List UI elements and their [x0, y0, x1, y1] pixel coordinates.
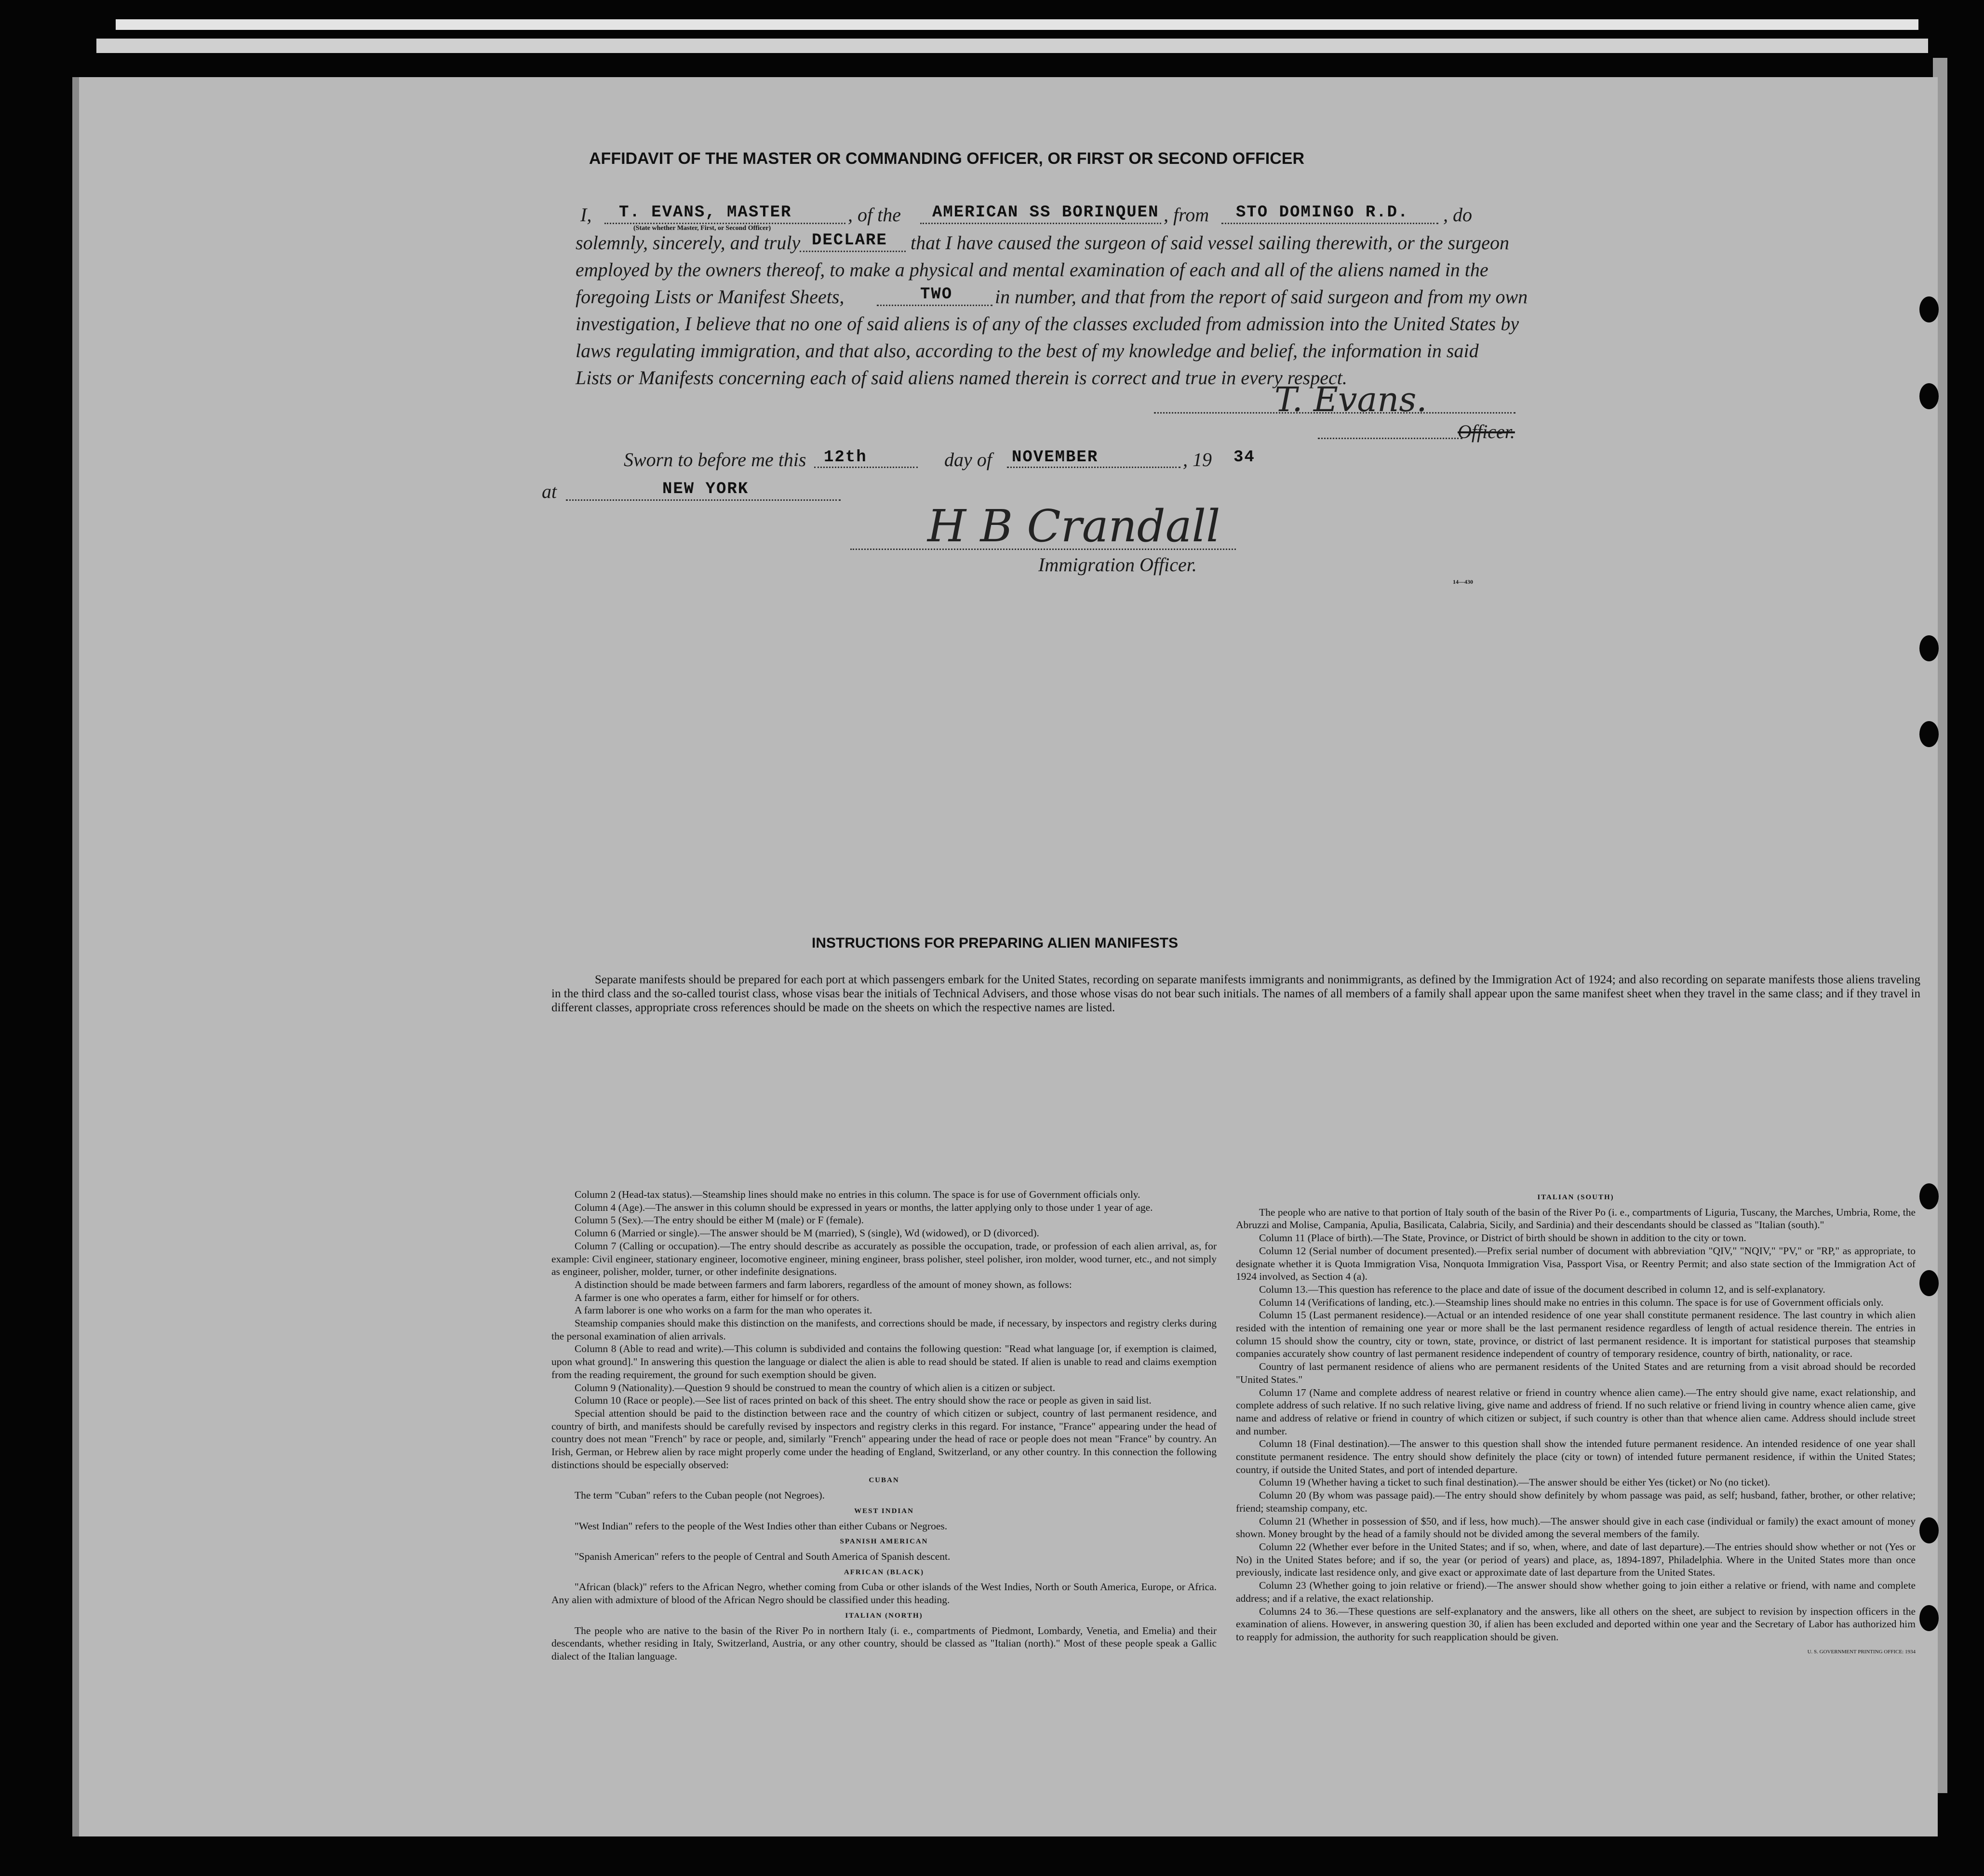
section-text: "Spanish American" refers to the people of Central and South America of Spanish descent.	[575, 1550, 951, 1562]
instruction-paragraph: Column 19 (Whether having a ticket to such final destination).—The answer should be either Yes (ticket) or No (no ticket).	[1259, 1476, 1770, 1488]
section-heading: ITALIAN (NORTH)	[845, 1611, 923, 1620]
instruction-paragraph: Column 4 (Age).—The answer in this column should be expressed in years or months, the latter applying only to those under 1 year of age.	[575, 1201, 1153, 1213]
instruction-paragraph: Country of last permanent residence of aliens who are permanent residents of the United States and are returning from a visit abroad should be recorded "United States."	[1236, 1361, 1916, 1385]
binder-hole	[1919, 1517, 1939, 1543]
declare-underline	[800, 251, 906, 252]
sheet-count: TWO	[920, 285, 953, 304]
instruction-paragraph: Column 15 (Last permanent residence).—Actual or an intended residence of one year shall constitute permanent residence. The last country in which alien resided with the intention of remaining one year or more shall be the last permanent residence regardless of length of actual residence therein. The entries in column 15 should show the country, city or town, state, province, or district of last permanent residence. It is important for statistical purposes that steamship companies accurately show country of last permanent residence independent of country of temporary residence, country of birth, nationality, or race.	[1236, 1309, 1916, 1360]
day-underline	[814, 467, 918, 468]
affidavit-line5: investigation, I believe that no one of said aliens is of any of the classes excluded from admission into the United States by	[576, 313, 1519, 335]
binder-hole	[1919, 721, 1939, 747]
binder-hole	[1919, 383, 1939, 409]
section-heading: SPANISH AMERICAN	[840, 1538, 928, 1546]
from-text: , from	[1164, 204, 1209, 226]
instruction-paragraph: Column 2 (Head-tax status).—Steamship lines should make no entries in this column. The space is for use of Government officials only.	[575, 1189, 1140, 1200]
immigration-officer-label: Immigration Officer.	[1038, 554, 1197, 576]
do-text: , do	[1443, 204, 1472, 226]
binder-hole	[1919, 635, 1939, 661]
imm-underline	[850, 549, 1236, 550]
officer-label: Officer.	[1458, 421, 1515, 442]
instruction-paragraph: Steamship companies should make this distinction on the manifests, and corrections should be made, if necessary, by inspectors and registry clerks during the personal examination of alien arrivals.	[551, 1317, 1217, 1342]
instruction-paragraph: Column 20 (By whom was passage paid).—The entry should show definitely by whom passage was paid, as self; husband, father, brother, or other relative; friend; steamship company, etc.	[1236, 1489, 1916, 1514]
of-the-text: , of the	[848, 204, 901, 226]
immigration-officer-signature: H B Crandall	[927, 500, 1220, 552]
instruction-paragraph: The people who are native to that portion of Italy south of the basin of the River Po (i. e., compartments of Liguria, Tuscany, the Marches, Umbria, Rome, the Abruzzi and Molise, Campania, Apulia, Basilicata, Calabria, Sicily, and Sardinia) and their descendants should be classed as "Italian (south)."	[1236, 1206, 1916, 1231]
sworn-text: Sworn to before me this	[624, 449, 806, 470]
binder-hole	[1919, 296, 1939, 322]
section-text: "West Indian" refers to the people of the West Indies other than either Cubans or Negroes.	[575, 1520, 948, 1532]
section-text: The term "Cuban" refers to the Cuban people (not Negroes).	[575, 1489, 825, 1501]
instruction-paragraph: Column 22 (Whether ever before in the United States; and if so, when, where, and date of last departure).—The entries should show whether or not (Yes or No) in the United States before; and if so, the year (or period of years) and place, as, 1894-1897, Philadelphia. Where in the United States more than once previously, indicate last residence only, and give exact or approximate date of last departure from the United States.	[1236, 1541, 1916, 1579]
instruction-paragraph: Column 8 (Able to read and write).—This column is subdivided and contains the following question: "Read what language [or, if exemption is claimed, upon what ground]." In answering this question the language or dialect the alien is able to read should be stated. If alien is unable to read and claims exemption from the reading requirement, the ground for such exemption should be given.	[551, 1343, 1217, 1380]
instruction-paragraph: Special attention should be paid to the distinction between race and the country of which citizen or subject, country of last permanent residence, and country of birth, and manifests should be carefully revised by inspectors and registry clerks in this regard. For instance, "France" appearing under the head of country does not mean "French" by race or people, and, similarly "French" appearing under the head of race or people does not mean "France" by country. An Irish, German, or Hebrew alien by race might properly come under the heading of England, Switzerland, or any other country. In this connection the following distinctions should be especially observed:	[551, 1407, 1217, 1471]
master-signature: T. Evans.	[1274, 380, 1427, 419]
place: NEW YORK	[662, 480, 749, 498]
port-underline	[1221, 223, 1438, 224]
instruction-paragraph: Column 9 (Nationality).—Question 9 should be construed to mean the country of which alien is a citizen or subject.	[575, 1381, 1056, 1394]
instructions-title: INSTRUCTIONS FOR PREPARING ALIEN MANIFESTS	[811, 935, 1179, 951]
officer-underline	[1318, 438, 1462, 439]
affidavit-line4b: in number, and that from the report of said surgeon and from my own	[995, 286, 1528, 308]
port-name: STO DOMINGO R.D.	[1236, 203, 1409, 222]
place-underline	[566, 499, 841, 501]
instruction-paragraph: A distinction should be made between farmers and farm laborers, regardless of the amount of money shown, as follows:	[575, 1278, 1072, 1290]
instruction-paragraph: Column 17 (Name and complete address of nearest relative or friend in country whence alien came).—The entry should give name, exact relationship, and complete address of such relative. If no such relative living, give name and address of friend. If no such relative or friend living in country whence alien came, give name and address of relative or friend in country of which citizen or subject, if such country is other than that whence alien came. Address should include street and number.	[1236, 1386, 1916, 1437]
day-number: 12th	[824, 448, 867, 467]
instruction-paragraph: Columns 24 to 36.—These questions are self-explanatory and the answers, like all others on the sheet, are subject to revision by inspection officers in the examination of aliens. However, in answering question 30, if alien has been excluded and deported within one year and the Secretary of Labor has authorized him to reapply for admission, the authority for such reapplication should be given.	[1236, 1605, 1916, 1643]
month-underline	[1007, 467, 1180, 468]
binder-hole	[1919, 1183, 1939, 1209]
section-text: The people who are native to the basin of the River Po in northern Italy (i. e., compartments of Piedmont, Lombardy, Venetia, and Emelia) and their descendants, whether residing in Italy, Switzerland, Austria, or any other country, should be classed as "Italian (north)." Most of these people speak a Gallic dialect of the Italian language.	[551, 1624, 1217, 1662]
affidavit-line2: that I have caused the surgeon of said vessel sailing therewith, or the surgeon	[911, 232, 1510, 254]
instruction-paragraph: Column 21 (Whether in possession of $50, and if less, how much).—The answer should give in each case (individual or family) the exact amount of money shown. Money brought by the head of a family should not be divided among the several members of the family.	[1236, 1515, 1916, 1540]
manifest-page	[72, 77, 1938, 1836]
name-underline	[604, 223, 845, 224]
vessel-underline	[920, 223, 1161, 224]
vessel-name: AMERICAN SS BORINQUEN	[932, 203, 1159, 222]
page-edge-top-2	[96, 39, 1928, 53]
instruction-paragraph: Column 7 (Calling or occupation).—The entry should describe as accurately as possible the occupation, trade, or profession of each alien arrival, as, for example: Civil engineer, stationary engineer, locomotive engineer, mining engineer, brass polisher, steel polisher, iron molder, wood turner, etc., and not simply as engineer, polisher, molder, turner, or other indefinite designations.	[551, 1240, 1217, 1278]
instructions-right-column	[1236, 1188, 1916, 1658]
section-heading: AFRICAN (BLACK)	[844, 1568, 925, 1576]
instruction-paragraph: Column 5 (Sex).—The entry should be either M (male) or F (female).	[575, 1214, 864, 1226]
affidavit-title: AFFIDAVIT OF THE MASTER OR COMMANDING OFFICER, OR FIRST OR SECOND OFFICER	[589, 149, 1304, 168]
master-name: T. EVANS, MASTER	[619, 203, 792, 222]
affidavit-i: I,	[580, 204, 592, 226]
at-text: at	[542, 481, 557, 502]
form-number: 14—430	[1453, 578, 1473, 585]
instruction-paragraph: Column 13.—This question has reference to the place and date of issue of the document described in column 12, and is self-explanatory.	[1259, 1283, 1825, 1295]
affidavit-line3: employed by the owners thereof, to make a physical and mental examination of each and all of the aliens named in the	[576, 259, 1488, 281]
section-text: "African (black)" refers to the African Negro, whether coming from Cuba or other islands of the West Indies, North or South America, Europe, or Africa. Any alien with admixture of blood of the African Negro should be classified under this heading.	[551, 1581, 1217, 1606]
day-of-text: day of	[944, 449, 992, 470]
month: NOVEMBER	[1012, 448, 1099, 467]
sheets-underline	[877, 305, 992, 306]
solemnly-text: solemnly, sincerely, and truly	[576, 232, 801, 254]
binder-hole	[1919, 1605, 1939, 1631]
year: 34	[1233, 448, 1255, 467]
instruction-paragraph: A farm laborer is one who works on a farm for the man who operates it.	[575, 1304, 872, 1316]
instruction-paragraph: Column 6 (Married or single).—The answer should be M (married), S (single), Wd (widowed), or D (divorced).	[575, 1227, 1039, 1239]
instruction-paragraph: Column 12 (Serial number of document presented).—Prefix serial number of document with abbreviation "QIV," "NQIV," "PV," or "RP," as appropriate, to designate whether it is Quota Immigration Visa, Nonquota Immigration Visa, Passport Visa, or Reentry Permit; and also state section of the Immigration Act of 1924 involved, as Section 4 (a).	[1236, 1245, 1916, 1283]
instruction-paragraph: Column 10 (Race or people).—See list of races printed on back of this sheet. The entry should show the race or people as given in said list.	[575, 1394, 1152, 1407]
section-heading: ITALIAN (SOUTH)	[1537, 1193, 1614, 1201]
state-note: (State whether Master, First, or Second Officer)	[633, 225, 771, 232]
instruction-paragraph: Column 11 (Place of birth).—The State, Province, or District of birth should be shown in addition to the city or town.	[1259, 1232, 1746, 1244]
signature-underline	[1154, 412, 1515, 414]
binder-hole	[1919, 1270, 1939, 1296]
printer-imprint: U. S. GOVERNMENT PRINTING OFFICE: 1934	[1807, 1648, 1916, 1655]
affidavit-line6: laws regulating immigration, and that also, according to the best of my knowledge and belief, the information in said	[576, 340, 1479, 362]
instructions-intro: Separate manifests should be prepared for each port at which passengers embark for the United States, recording on separate manifests immigrants and nonimmigrants, as defined by the Immigration Act of 1924; and also recording on separate manifests those aliens traveling in the third class and the so-called tourist class, whose visas bear the initials of Technical Advisers, and those whose visas do not bear such initials. The names of all members of a family shall appear upon the same manifest sheet when they travel in the same class; and if they travel in different classes, appropriate cross references should be made on the sheets on which the respective names are listed.	[551, 973, 1920, 1014]
year-prefix: , 19	[1183, 449, 1212, 470]
affidavit-line4a: foregoing Lists or Manifest Sheets,	[576, 286, 845, 308]
section-heading: WEST INDIAN	[854, 1507, 914, 1515]
declare-word: DECLARE	[812, 231, 887, 250]
instructions-left-column	[551, 1188, 1217, 1663]
section-heading: CUBAN	[869, 1476, 899, 1485]
page-edge-top	[116, 19, 1918, 30]
instruction-paragraph: Column 18 (Final destination).—The answer to this question shall show the intended future permanent residence. An intended residence of one year shall constitute permanent residence. The entry should show definitely the place (city or town) of intended future permanent residence, if within the United States; country, if outside the United States, and port of intended departure.	[1236, 1438, 1916, 1475]
instruction-paragraph: Column 23 (Whether going to join relative or friend).—The answer should show whether going to join either a relative or friend, with name and complete address; and if a relative, the exact relationship.	[1236, 1580, 1916, 1604]
instruction-paragraph: Column 14 (Verifications of landing, etc.).—Steamship lines should make no entries in this column. The space is for use of Government officials only.	[1259, 1296, 1884, 1308]
instruction-paragraph: A farmer is one who operates a farm, either for himself or for others.	[575, 1291, 859, 1303]
affidavit-line7: Lists or Manifests concerning each of said aliens named therein is correct and true in every respect.	[576, 367, 1347, 389]
